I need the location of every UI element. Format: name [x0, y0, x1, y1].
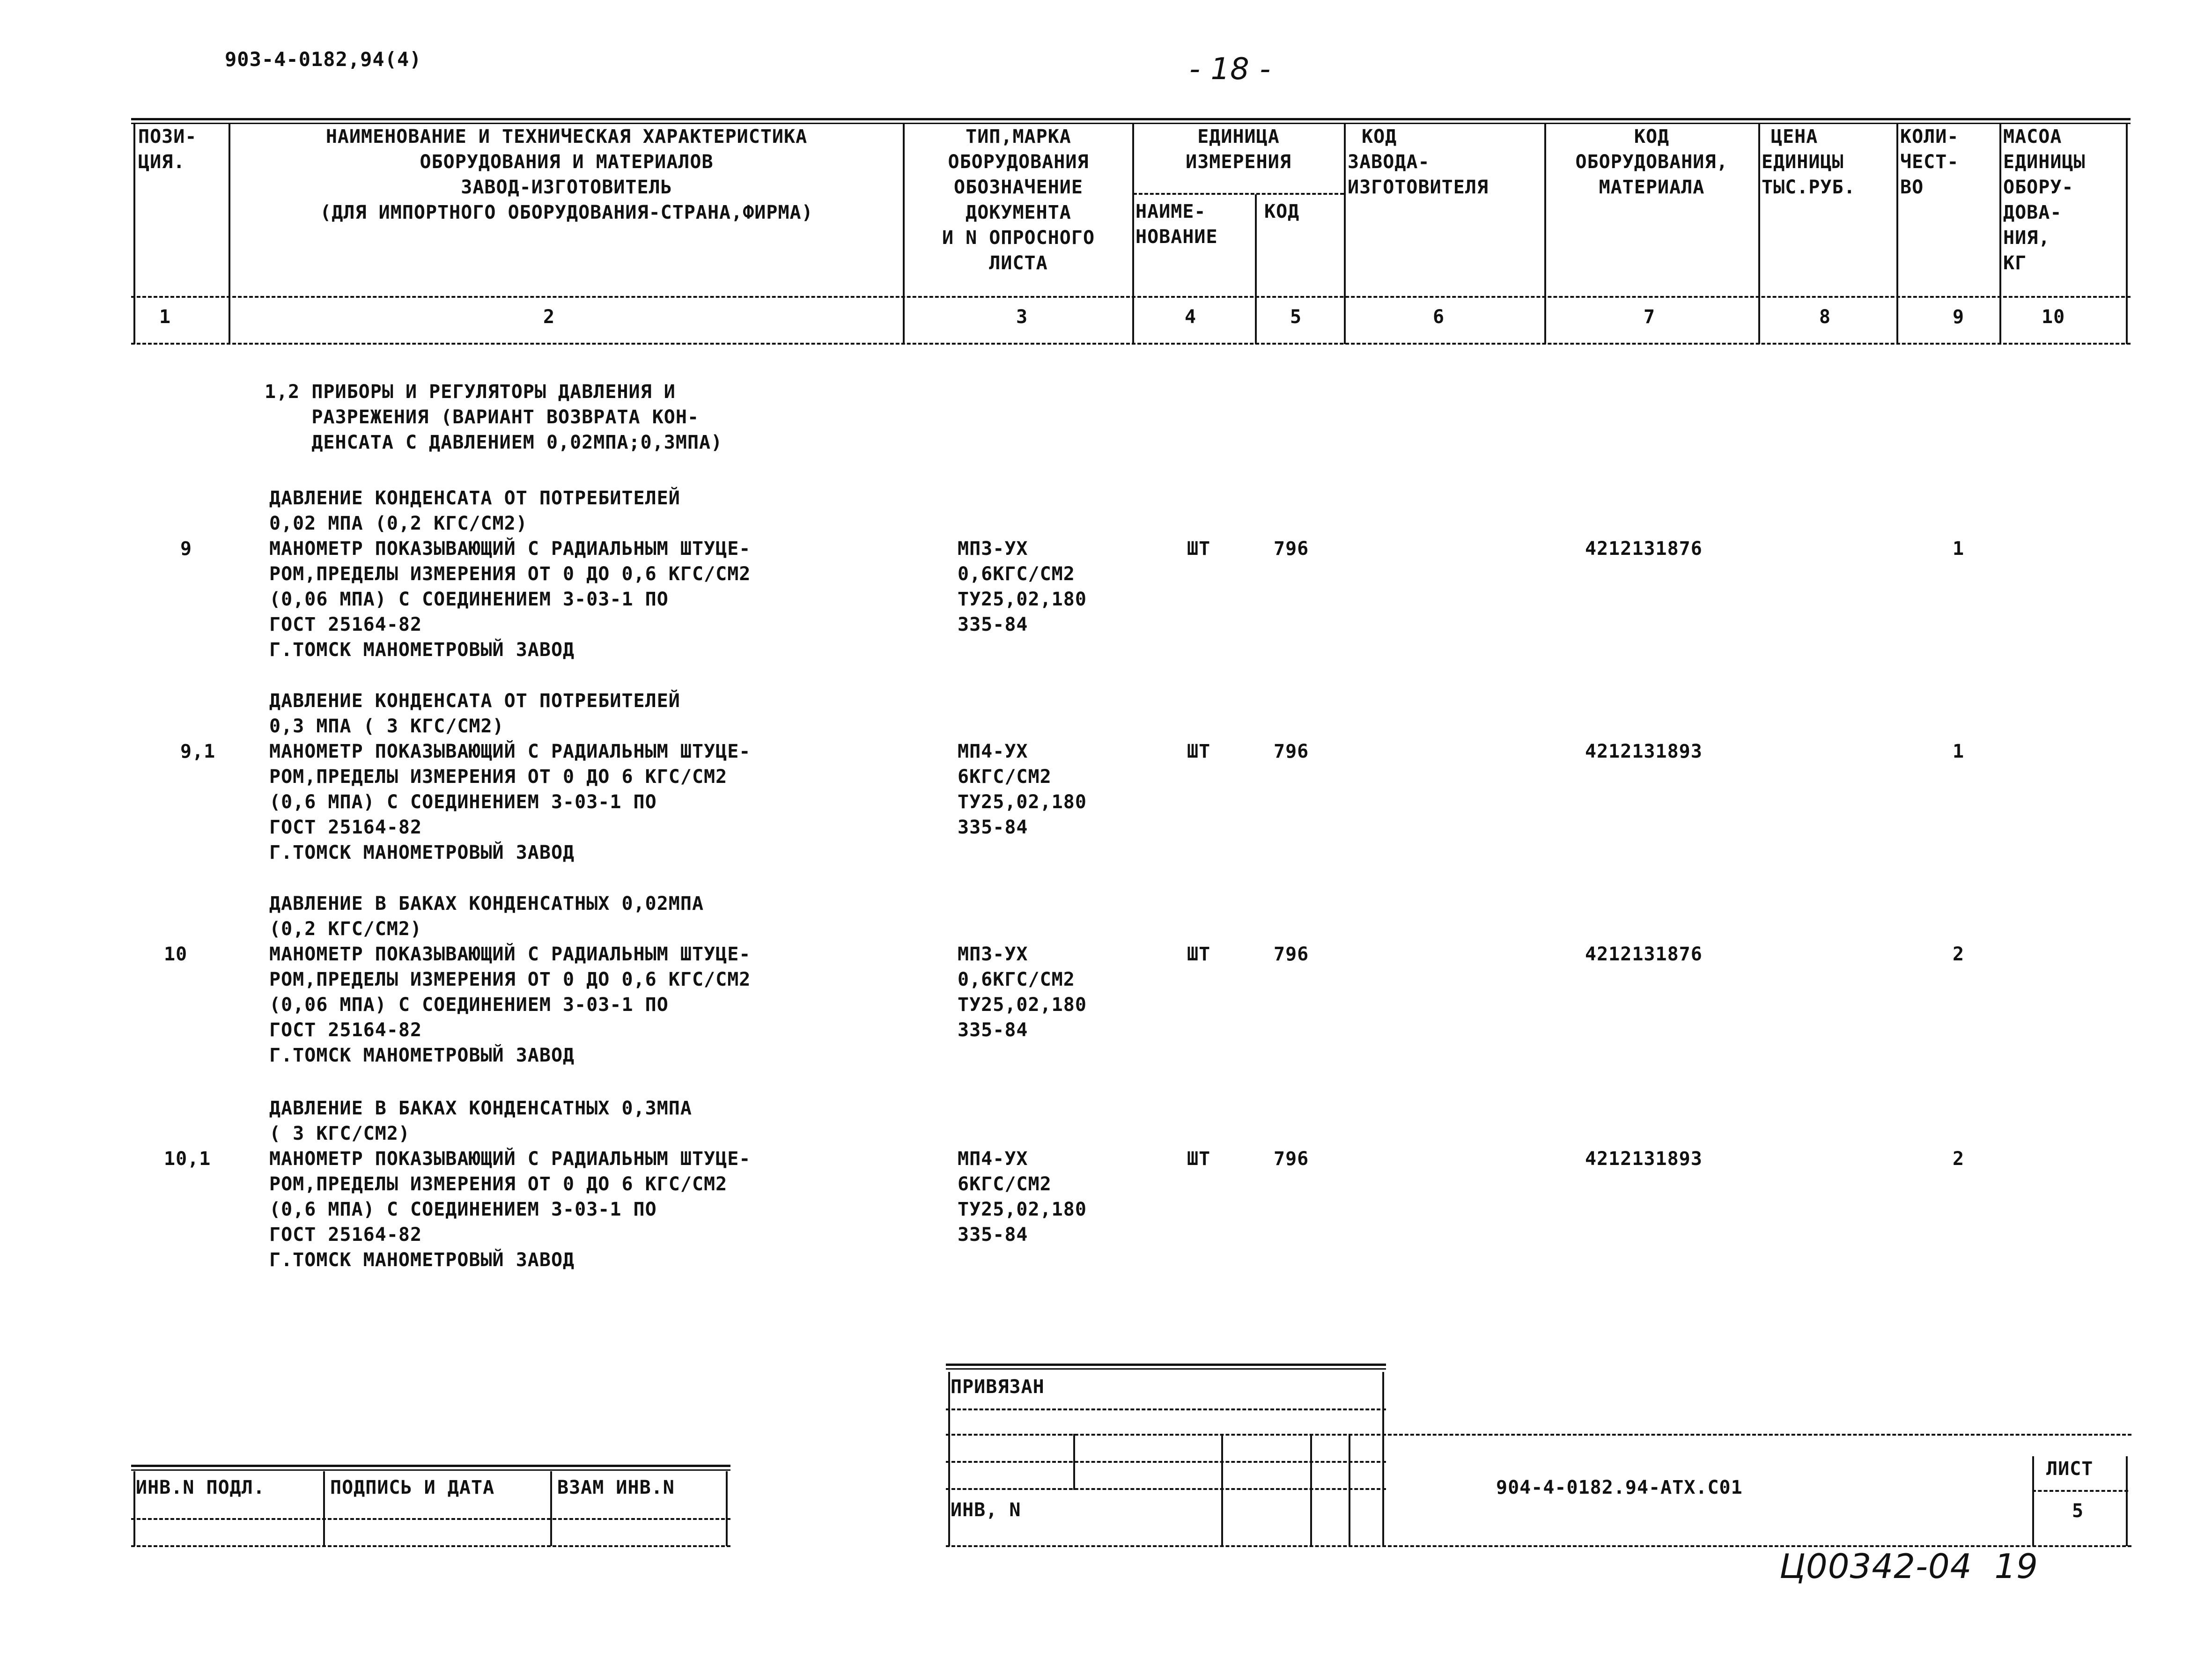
item-9-1-description: МАНОМЕТР ПОКАЗЫВАЮЩИЙ С РАДИАЛЬНЫМ ШТУЦЕ- РОМ,ПРЕДЕЛЫ ИЗМЕРЕНИЯ ОТ 0 ДО 6 КГС/СМ2 (0,6 МПА) С СОЕДИНЕНИЕМ 3-03-1 ПО ГОСТ 25164-82 Г.ТОМСК МАНОМЕТРОВЫЙ ЗАВОД — [269, 741, 751, 863]
item-9-1-position: 9,1 — [180, 741, 216, 762]
col-sep-8 — [1896, 124, 1898, 344]
privyazan-top-rule-2 — [946, 1368, 1386, 1370]
item-9-description: МАНОМЕТР ПОКАЗЫВАЮЩИЙ С РАДИАЛЬНЫМ ШТУЦЕ- РОМ,ПРЕДЕЛЫ ИЗМЕРЕНИЯ ОТ 0 ДО 0,6 КГС/СМ2 (0,06 МПА) С СОЕДИНЕНИЕМ 3-03-1 ПО ГОСТ 25164-82 Г.ТОМСК МАНОМЕТРОВЫЙ ЗАВОД — [269, 538, 751, 661]
header-col-position: ПОЗИ- ЦИЯ. — [138, 126, 197, 173]
item-10-1-position: 10,1 — [164, 1148, 211, 1170]
sheet-box-left-border — [2032, 1456, 2034, 1546]
col-number-2: 2 — [543, 306, 555, 328]
item-9-1-type: МП4-УХ 6КГС/СМ2 ТУ25,02,180 335-84 — [958, 741, 1087, 838]
privyazan-sep-3 — [1310, 1434, 1312, 1546]
col-number-6: 6 — [1433, 306, 1445, 328]
inv-number-label: ИНВ, N — [951, 1499, 1021, 1521]
col-sep-10 — [2126, 124, 2128, 344]
item-9-heading: ДАВЛЕНИЕ КОНДЕНСАТА ОТ ПОТРЕБИТЕЛЕЙ 0,02 МПА (0,2 КГС/СМ2) — [269, 487, 680, 534]
col-number-9: 9 — [1953, 306, 1965, 328]
privyazan-bottom-rule — [946, 1545, 1386, 1547]
item-10-equipment-code: 4212131876 — [1585, 944, 1703, 965]
signature-block-mid-rule — [131, 1518, 730, 1520]
privyazan-sep-1 — [1073, 1434, 1075, 1490]
signature-sep-2 — [550, 1471, 552, 1546]
item-10-position: 10 — [164, 944, 188, 965]
privyazan-rule-1 — [946, 1408, 1386, 1410]
item-9-type: МП3-УХ 0,6КГС/СМ2 ТУ25,02,180 335-84 — [958, 538, 1087, 635]
item-10-unit-code: 796 — [1274, 944, 1309, 965]
privyazan-rule-2 — [946, 1434, 1386, 1436]
privyazan-sep-2 — [1221, 1434, 1223, 1546]
header-col-name: НАИМЕНОВАНИЕ И ТЕХНИЧЕСКАЯ ХАРАКТЕРИСТИКА ОБОРУДОВАНИЯ И МАТЕРИАЛОВ ЗАВОД-ИЗГОТОВИТЕЛЬ (ДЛЯ ИМПОРТНОГО ОБОРУДОВАНИЯ-СТРАНА,ФИРМА) — [320, 126, 813, 223]
replaced-inv-label: ВЗАМ ИНВ.N — [557, 1477, 675, 1498]
col-sep-1 — [229, 124, 230, 344]
privyazan-top-rule — [946, 1364, 1386, 1366]
item-9-1-quantity: 1 — [1953, 741, 1965, 762]
header-bottom-rule — [131, 296, 2131, 298]
signature-sep-0 — [133, 1471, 135, 1546]
signature-sep-1 — [323, 1471, 325, 1546]
privyazan-rule-4 — [946, 1488, 1386, 1490]
header-col-factory-code: КОД ЗАВОДА- ИЗГОТОВИТЕЛЯ — [1348, 126, 1489, 198]
sheet-box-divider — [2032, 1490, 2128, 1492]
item-9-1-equipment-code: 4212131893 — [1585, 741, 1703, 762]
item-9-1-unit: ШТ — [1187, 741, 1211, 762]
col-sep-9 — [1999, 124, 2001, 344]
item-10-1-equipment-code: 4212131893 — [1585, 1148, 1703, 1170]
item-10-1-description: МАНОМЕТР ПОКАЗЫВАЮЩИЙ С РАДИАЛЬНЫМ ШТУЦЕ- РОМ,ПРЕДЕЛЫ ИЗМЕРЕНИЯ ОТ 0 ДО 6 КГС/СМ2 (0,6 МПА) С СОЕДИНЕНИЕМ 3-03-1 ПО ГОСТ 25164-82 Г.ТОМСК МАНОМЕТРОВЫЙ ЗАВОД — [269, 1148, 751, 1271]
item-10-description: МАНОМЕТР ПОКАЗЫВАЮЩИЙ С РАДИАЛЬНЫМ ШТУЦЕ- РОМ,ПРЕДЕЛЫ ИЗМЕРЕНИЯ ОТ 0 ДО 0,6 КГС/СМ2 (0,06 МПА) С СОЕДИНЕНИЕМ 3-03-1 ПО ГОСТ 25164-82 Г.ТОМСК МАНОМЕТРОВЫЙ ЗАВОД — [269, 944, 751, 1066]
signature-block-bottom-rule — [131, 1545, 730, 1547]
item-10-1-quantity: 2 — [1953, 1148, 1965, 1170]
archive-stamp: Ц00342-04 19 — [1779, 1547, 2038, 1586]
col-number-8: 8 — [1819, 306, 1831, 328]
item-10-type: МП3-УХ 0,6КГС/СМ2 ТУ25,02,180 335-84 — [958, 944, 1087, 1041]
col-sep-4 — [1255, 194, 1257, 344]
item-9-unit-code: 796 — [1274, 538, 1309, 560]
col-sep-0 — [133, 124, 135, 344]
item-9-1-unit-code: 796 — [1274, 741, 1309, 762]
col-sep-3 — [1132, 124, 1134, 344]
item-9-position: 9 — [180, 538, 192, 560]
item-10-unit: ШТ — [1187, 944, 1211, 965]
col-sep-2 — [903, 124, 905, 344]
col-number-1: 1 — [159, 306, 171, 328]
item-9-quantity: 1 — [1953, 538, 1965, 560]
header-col-equipment-code: КОД ОБОРУДОВАНИЯ, МАТЕРИАЛА — [1575, 126, 1728, 198]
item-10-1-unit: ШТ — [1187, 1148, 1211, 1170]
item-10-quantity: 2 — [1953, 944, 1965, 965]
privyazan-left-border — [948, 1372, 950, 1546]
item-10-1-unit-code: 796 — [1274, 1148, 1309, 1170]
header-col-type: ТИП,МАРКА ОБОРУДОВАНИЯ ОБОЗНАЧЕНИЕ ДОКУМЕНТА И N ОПРОСНОГО ЛИСТА — [942, 126, 1095, 274]
document-code: 904-4-0182.94-АТХ.С01 — [1496, 1477, 1743, 1498]
signature-block-top-rule-2 — [131, 1469, 730, 1471]
header-unit-group: ЕДИНИЦА ИЗМЕРЕНИЯ — [1186, 126, 1291, 173]
signature-sep-3 — [726, 1471, 728, 1546]
item-9-1-heading: ДАВЛЕНИЕ КОНДЕНСАТА ОТ ПОТРЕБИТЕЛЕЙ 0,3 МПА ( 3 КГС/СМ2) — [269, 690, 680, 737]
page-number: - 18 - — [1189, 52, 1271, 87]
privyazan-right-border — [1382, 1372, 1384, 1546]
item-10-1-heading: ДАВЛЕНИЕ В БАКАХ КОНДЕНСАТНЫХ 0,3МПА ( 3 КГС/СМ2) — [269, 1098, 692, 1144]
col-number-3: 3 — [1016, 306, 1028, 328]
privyazan-sep-4 — [1349, 1434, 1350, 1546]
header-col-unit-code: КОД — [1264, 201, 1300, 222]
item-9-equipment-code: 4212131876 — [1585, 538, 1703, 560]
inv-original-label: ИНВ.N ПОДЛ. — [136, 1477, 265, 1498]
privyazan-rule-3 — [946, 1461, 1386, 1463]
item-9-unit: ШТ — [1187, 538, 1211, 560]
section-title: 1,2 ПРИБОРЫ И РЕГУЛЯТОРЫ ДАВЛЕНИЯ И РАЗРЕЖЕНИЯ (ВАРИАНТ ВОЗВРАТА КОН- ДЕНСАТА С ДАВЛЕНИЕМ 0,02МПА;0,3МПА) — [265, 381, 723, 453]
signature-date-label: ПОДПИСЬ И ДАТА — [330, 1477, 495, 1498]
header-top-rule — [131, 118, 2131, 120]
item-10-heading: ДАВЛЕНИЕ В БАКАХ КОНДЕНСАТНЫХ 0,02МПА (0,2 КГС/СМ2) — [269, 893, 704, 940]
col-number-4: 4 — [1185, 306, 1197, 328]
col-number-5: 5 — [1290, 306, 1302, 328]
sheet-box-right-border — [2126, 1456, 2128, 1546]
header-col-unit-name: НАИМЕ- НОВАНИЕ — [1135, 201, 1218, 248]
header-col-price: ЦЕНА ЕДИНИЦЫ ТЫС.РУБ. — [1762, 126, 1856, 198]
col-sep-6 — [1544, 124, 1546, 344]
unit-group-rule — [1133, 193, 1344, 195]
col-sep-7 — [1758, 124, 1760, 344]
document-code-top: 903-4-0182,94(4) — [225, 48, 422, 71]
privyazan-label: ПРИВЯЗАН — [951, 1376, 1045, 1398]
col-sep-5 — [1344, 124, 1346, 344]
numbers-bottom-rule — [131, 343, 2131, 345]
col-number-10: 10 — [2042, 306, 2065, 328]
sheet-number: 5 — [2072, 1500, 2084, 1522]
title-block-top-rule — [1382, 1434, 2131, 1436]
header-col-quantity: КОЛИ- ЧЕСТ- ВО — [1900, 126, 1959, 198]
col-number-7: 7 — [1644, 306, 1656, 328]
item-10-1-type: МП4-УХ 6КГС/СМ2 ТУ25,02,180 335-84 — [958, 1148, 1087, 1246]
sheet-label: ЛИСТ — [2046, 1458, 2094, 1480]
header-col-mass: МАСОА ЕДИНИЦЫ ОБОРУ- ДОВА- НИЯ, КГ — [2003, 126, 2086, 274]
signature-block-top-rule — [131, 1465, 730, 1467]
